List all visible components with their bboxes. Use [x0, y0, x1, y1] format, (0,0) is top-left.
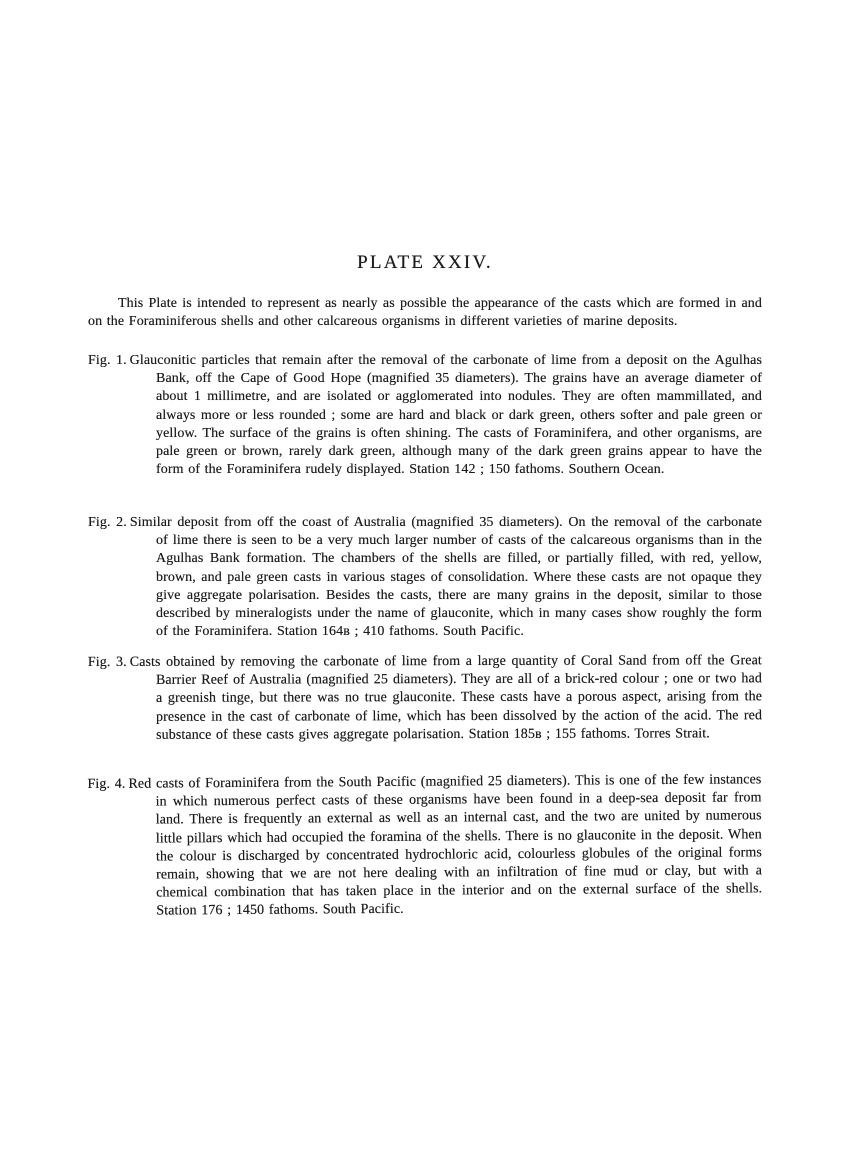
figure-label: Fig. 3.: [87, 654, 127, 671]
figure-text: Red casts of Foraminifera from the South Pacific (magnified 25 diameters). This is one of the few instances in which numerous perfect casts of these organisms have been found in a deep-sea deposit far from land. There is frequently an external as well as an internal cast, and the two are united by numerous little pillars which had occupied the foramina of the shells. There is no glauconite in the deposit. When the colour is discharged by concentrated hydrochloric acid, colourless globules of the original forms remain, showing that we are not here dealing with an infiltration of fine mud or clay, but with a chemical combination that has taken place in the interior and on the external surface of the shells. Station 176 ; 1450 fathoms. South Pacific.: [128, 772, 763, 919]
figure-text: Glauconitic particles that remain after the removal of the carbonate of lime from a deposit on the Agulhas Bank, off the Cape of Good Hope (magnified 35 diameters). The grains have an average diameter of about 1 millimetre, and are isolated or agglomerated into nodules. They are often mammillated, and always more or less rounded ; some are hard and black or dark green, others softer and pale green or yellow. The surface of the grains is often shining. The casts of Foraminifera, and other organisms, are pale green or brown, rarely dark green, although many of the dark green grains appear to have the form of the Foraminifera rudely displayed. Station 142 ; 150 fathoms. Southern Ocean.: [129, 353, 762, 478]
intro-paragraph: This Plate is intended to represent as nearly as possible the appearance of the casts which are formed in and on the Foraminiferous shells and other calcareous organisms in different varieties of marine deposits.: [88, 296, 762, 330]
figure-text: Casts obtained by removing the carbonate of lime from a large quantity of Coral Sand from off the Great Barrier Reef of Australia (magnified 25 diameters). They are all of a brick-red colour ; one or two had a greenish tinge, but there was no true glauconite. These casts have a porous aspect, arising from the presence in the cast of carbonate of lime, which has been dissolved by the action of the acid. The red substance of these casts gives aggregate polarisation. Station 185ʙ ; 155 fathoms. Torres Strait.: [129, 653, 763, 743]
figure-label: Fig. 1.: [88, 353, 127, 368]
figure-entry-1: [88, 352, 762, 479]
plate-title: PLATE XXIV.: [357, 252, 493, 273]
figure-entry-3: [88, 652, 762, 745]
figure-text: Similar deposit from off the coast of Australia (magnified 35 diameters). On the removal of the carbonate of lime there is seen to be a very much larger number of casts of the calcareous organisms than in the Agulhas Bank formation. The chambers of the shells are filled, or partially filled, with red, yellow, brown, and pale green casts in various stages of consolidation. Where these casts are not opaque they give aggregate polarisation. Besides the casts, there are many grains in the deposit, similar to those described by mineralogists under the name of glauconite, which in many cases show roughly the form of the Foraminifera. Station 164ʙ ; 410 fathoms. South Pacific.: [129, 515, 762, 640]
figure-entry-2: [88, 514, 762, 641]
figure-label: Fig. 4.: [87, 776, 126, 793]
figure-label: Fig. 2.: [88, 515, 127, 530]
figure-entry-4: [87, 771, 762, 921]
